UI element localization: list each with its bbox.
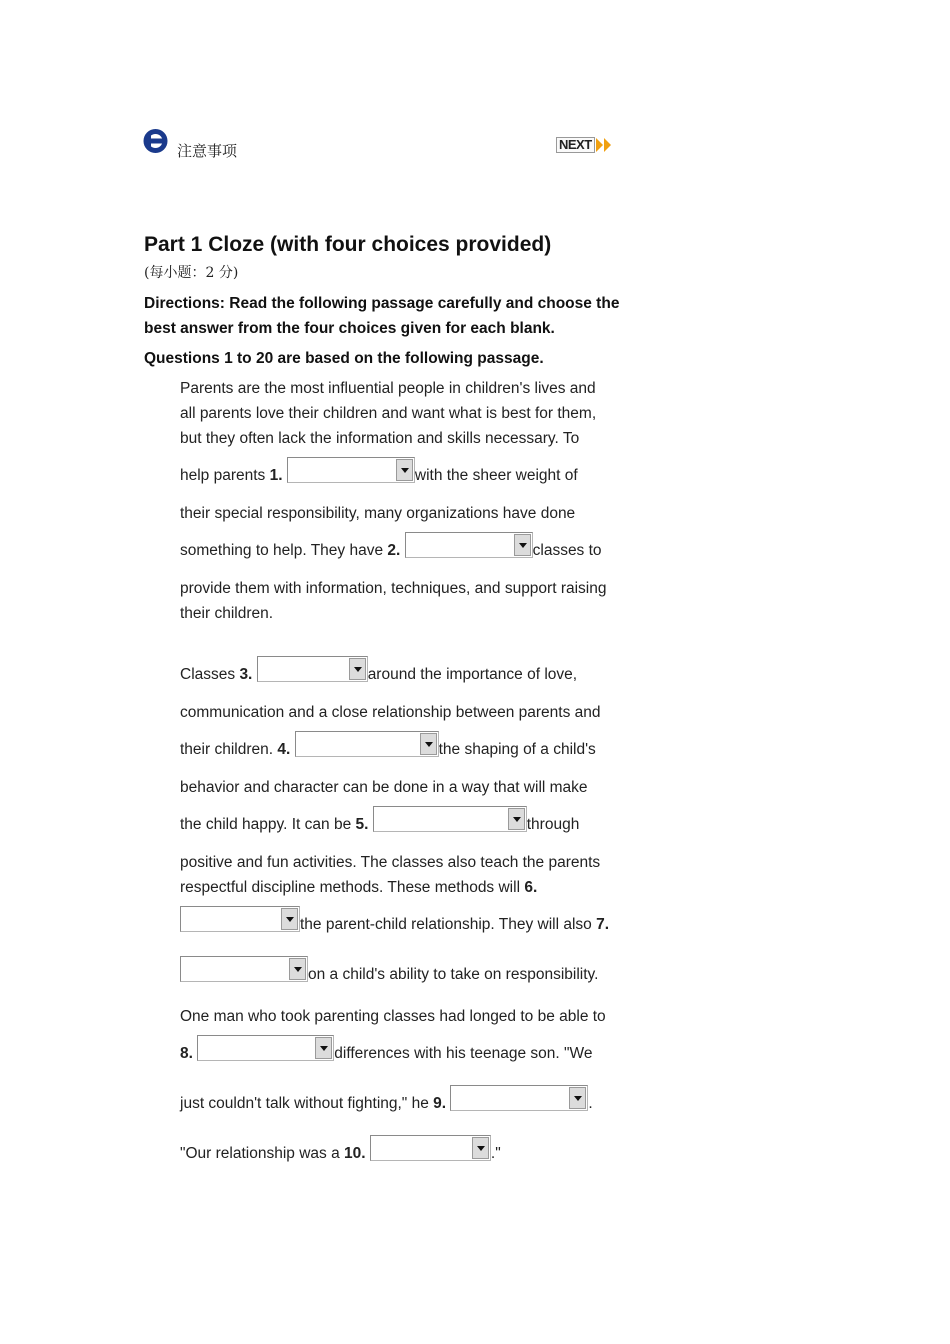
question-number-1: 1.: [269, 467, 283, 484]
passage-line: provide them with information, techniques, and support raising: [180, 580, 607, 597]
passage-line: [180, 650, 626, 700]
question-number-4: 4.: [277, 741, 291, 758]
passage-line: [180, 1129, 626, 1179]
passage-line: positive and fun activities. The classes also teach the parents: [180, 854, 601, 871]
chevron-down-icon: [508, 808, 525, 830]
answer-select-8[interactable]: [197, 1035, 334, 1061]
question-number-8: 8.: [180, 1045, 193, 1062]
passage-text: on a child's ability to take on responsibility.: [308, 966, 599, 983]
passage-text: "Our relationship was a: [180, 1145, 345, 1162]
passage-line: [180, 900, 626, 950]
question-number-7: 7.: [596, 916, 610, 933]
passage-text: differences with his teenage son. "We: [334, 1045, 593, 1062]
part-title: Part 1 Cloze (with four choices provided): [144, 233, 552, 256]
answer-select-3[interactable]: [257, 656, 368, 682]
answer-select-5[interactable]: [373, 806, 527, 832]
chevron-down-icon: [289, 958, 306, 980]
chevron-down-icon: [420, 733, 437, 755]
passage-text: just couldn't talk without fighting," he: [180, 1095, 434, 1112]
passage-text: .": [490, 1145, 501, 1162]
question-number-2: 2.: [387, 542, 401, 559]
passage-line: all parents love their children and want what is best for them,: [180, 405, 597, 422]
questions-note: Questions 1 to 20 are based on the following passage.: [144, 350, 544, 367]
chevron-down-icon: [472, 1137, 489, 1159]
passage-line: their special responsibility, many organizations have done: [180, 505, 576, 522]
next-label: NEXT: [556, 137, 595, 153]
answer-select-10[interactable]: [370, 1135, 491, 1161]
passage-line: [180, 725, 626, 775]
passage-line: [180, 1029, 626, 1079]
passage-line: behavior and character can be done in a way that will make: [180, 779, 588, 796]
cloze-passage: [180, 376, 626, 1179]
passage-line: [180, 451, 626, 501]
question-number-6: 6.: [524, 879, 538, 896]
answer-select-1[interactable]: [287, 457, 415, 483]
question-number-9: 9.: [433, 1095, 447, 1112]
passage-text: classes to: [532, 542, 602, 559]
passage-line: [180, 875, 626, 900]
passage-text: with the sheer weight of: [414, 467, 578, 484]
score-note: (每小题：2 分): [144, 265, 239, 281]
answer-select-9[interactable]: [450, 1085, 588, 1111]
passage-text: the child happy. It can be: [180, 816, 356, 833]
passage-line: One man who took parenting classes had longed to be able to: [180, 1008, 606, 1025]
passage-text: help parents: [180, 467, 270, 484]
chevron-down-icon: [569, 1087, 586, 1109]
passage-line: Parents are the most influential people in children's lives and: [180, 380, 596, 397]
passage-text: through: [526, 816, 580, 833]
answer-select-7[interactable]: [180, 956, 308, 982]
passage-line: [180, 800, 626, 850]
passage-text: .: [588, 1095, 593, 1112]
chevron-down-icon: [281, 908, 298, 930]
passage-text: something to help. They have: [180, 542, 388, 559]
question-number-10: 10.: [344, 1145, 366, 1162]
question-number-3: 3.: [239, 666, 253, 683]
chevron-down-icon: [349, 658, 366, 680]
top-navigation: [143, 126, 613, 166]
chevron-down-icon: [514, 534, 531, 556]
next-button[interactable]: [556, 136, 613, 154]
passage-line: [180, 526, 626, 576]
answer-select-2[interactable]: [405, 532, 533, 558]
chevron-down-icon: [396, 459, 413, 481]
directions: Directions: Read the following passage carefully and choose the best answer from the four choices given for each blank.: [144, 295, 620, 337]
chevron-down-icon: [315, 1037, 332, 1059]
answer-select-4[interactable]: [295, 731, 439, 757]
passage-line: [180, 1079, 626, 1129]
passage-text: respectful discipline methods. These methods will: [180, 879, 525, 896]
notice-link[interactable]: 注意事项: [177, 142, 238, 160]
passage-text: the parent-child relationship. They will also: [300, 916, 597, 933]
passage-line: communication and a close relationship between parents and: [180, 704, 601, 721]
passage-text: their children.: [180, 741, 278, 758]
passage-text: around the importance of love,: [367, 666, 578, 683]
question-number-5: 5.: [355, 816, 369, 833]
passage-text: the shaping of a child's: [438, 741, 596, 758]
double-chevron-right-icon: [595, 137, 613, 153]
passage-line: their children.: [180, 605, 274, 622]
passage-line: but they often lack the information and skills necessary. To: [180, 430, 580, 447]
question-header: [144, 232, 624, 371]
paragraph-gap: [180, 626, 626, 650]
answer-select-6[interactable]: [180, 906, 300, 932]
passage-text: Classes: [180, 666, 240, 683]
passage-line: [180, 950, 626, 1000]
circle-arrow-left-icon[interactable]: [143, 128, 168, 154]
